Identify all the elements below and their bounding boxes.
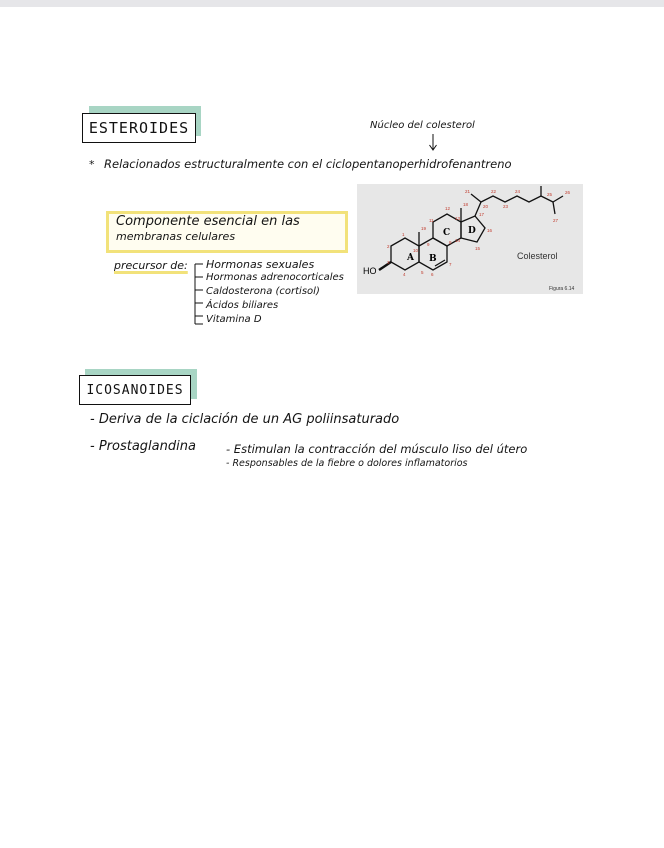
atom-number: 10 — [413, 248, 419, 253]
atom-number: 9 — [427, 242, 430, 247]
precursor-label: precursor de: — [114, 259, 188, 272]
ring-a-shape — [391, 238, 419, 270]
cholesterol-diagram — [357, 184, 583, 294]
esteroides-title: ESTEROIDES — [82, 113, 196, 143]
atom-number: 26 — [565, 190, 571, 195]
atom-number: 19 — [421, 226, 427, 231]
precursor-item-1: Hormonas sexuales — [206, 258, 315, 271]
atom-number: 13 — [455, 216, 461, 221]
ho-label: HO — [363, 266, 377, 276]
ring-label-a: A — [407, 253, 414, 263]
atom-number: 5 — [421, 270, 424, 275]
ring-label-b: B — [429, 254, 437, 264]
precursor-item-3: Caldosterona (cortisol) — [206, 286, 320, 297]
atom-number: 8 — [449, 240, 452, 245]
atom-number: 24 — [515, 189, 521, 194]
atom-number: 15 — [475, 246, 481, 251]
icosanoides-line1: - Deriva de la ciclación de un AG poliinsaturado — [90, 412, 400, 427]
cholesterol-structure — [357, 184, 583, 294]
atom-number: 21 — [465, 189, 471, 194]
atom-number: 2 — [387, 244, 390, 249]
atom-number: 7 — [449, 262, 452, 267]
top-bar — [0, 0, 664, 7]
nucleo-annotation: Núcleo del colesterol — [370, 120, 475, 131]
compound-name: Colesterol — [517, 251, 558, 261]
ring-label-c: C — [443, 228, 451, 238]
precursor-bracket — [192, 258, 206, 330]
bullet-star: * — [89, 158, 95, 171]
atom-number: 4 — [403, 272, 406, 277]
atom-number: 25 — [547, 192, 553, 197]
atom-number: 14 — [455, 238, 461, 243]
annotation-arrow-icon — [428, 133, 438, 153]
figure-caption: Figura 6.14 — [549, 286, 575, 292]
methyl-26 — [553, 196, 563, 202]
atom-number: 17 — [479, 212, 485, 217]
related-text: Relacionados estructuralmente con el ciclopentanoperhidrofenantreno — [104, 157, 512, 171]
precursor-item-4: Ácidos biliares — [206, 300, 279, 311]
prostaglandina-label: - Prostaglandina — [90, 439, 196, 454]
atom-number: 22 — [491, 189, 497, 194]
ring-label-d: D — [468, 226, 476, 236]
atom-number: 12 — [445, 206, 451, 211]
atom-number: 16 — [487, 228, 493, 233]
effect-1: - Estimulan la contracción del músculo liso del útero — [226, 442, 528, 456]
precursor-item-2: Hormonas adrenocorticales — [206, 272, 344, 283]
atom-number: 6 — [431, 272, 434, 277]
precursor-item-5: Vitamina D — [206, 314, 262, 325]
atom-number: 3 — [387, 260, 390, 265]
atom-number: 27 — [553, 218, 559, 223]
icosanoides-title: ICOSANOIDES — [79, 375, 191, 405]
atom-number: 1 — [402, 232, 405, 237]
component-line2: membranas celulares — [116, 230, 236, 243]
methyl-27 — [553, 202, 555, 214]
atom-number: 11 — [429, 218, 434, 223]
effect-2: - Responsables de la fiebre o dolores inflamatorios — [226, 458, 468, 469]
atom-number: 23 — [503, 204, 509, 209]
atom-number: 20 — [483, 204, 489, 209]
atom-number: 18 — [463, 202, 469, 207]
component-line1: Componente esencial en las — [116, 214, 300, 229]
methyl-21 — [471, 194, 481, 202]
